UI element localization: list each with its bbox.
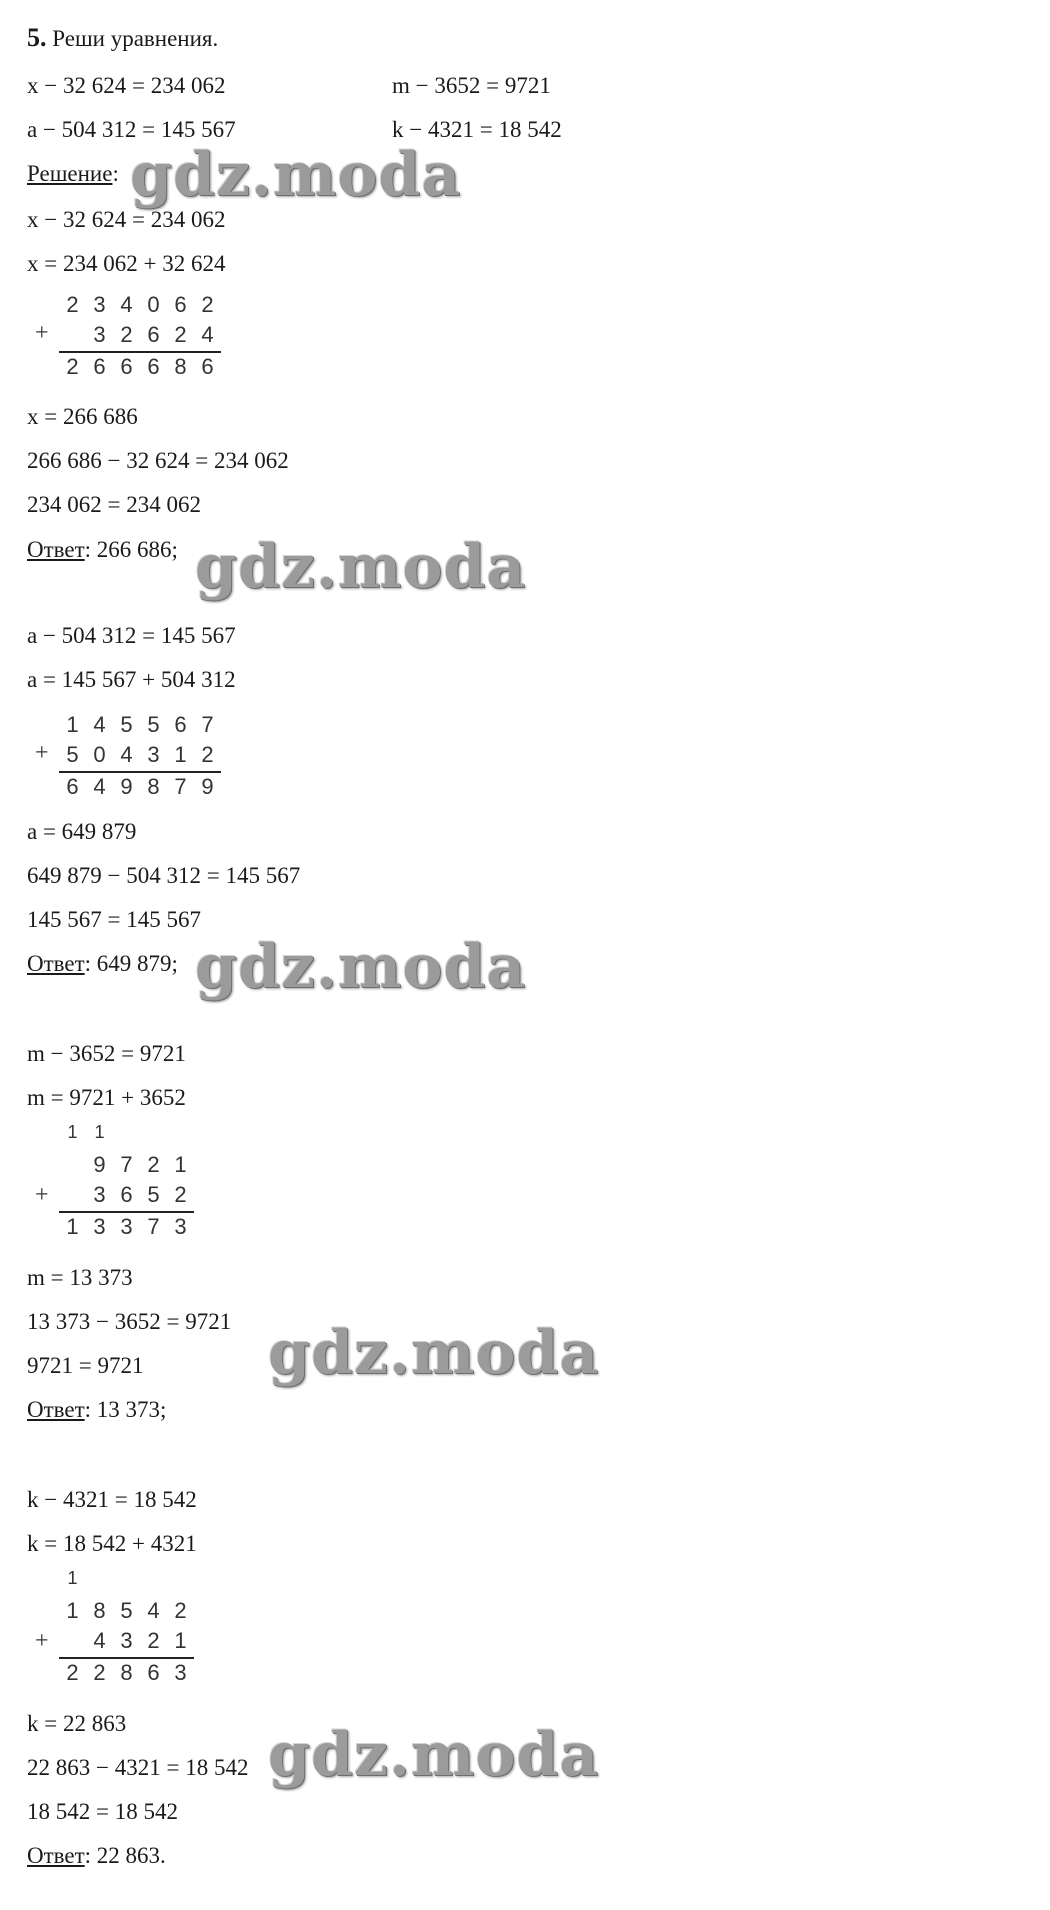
digit: 9 bbox=[201, 774, 214, 799]
check-line: 145 567 = 145 567 bbox=[27, 907, 201, 932]
digit: 1 bbox=[66, 712, 79, 737]
digit: 5 bbox=[147, 712, 160, 737]
digit: 8 bbox=[120, 1660, 133, 1685]
digit: 1 bbox=[66, 1598, 79, 1623]
equation-line: x − 32 624 = 234 062 bbox=[27, 207, 226, 232]
solution-heading: Решение: bbox=[27, 161, 119, 186]
digit: 3 bbox=[147, 742, 160, 767]
check-line: 649 879 − 504 312 = 145 567 bbox=[27, 863, 301, 888]
plus-sign: + bbox=[35, 320, 49, 346]
equation-line: x = 266 686 bbox=[27, 404, 138, 429]
watermark: gdz.moda bbox=[130, 140, 462, 210]
answer-value: : 13 373; bbox=[84, 1397, 167, 1422]
task-header bbox=[27, 24, 218, 53]
digit bbox=[59, 322, 86, 348]
answer-label: Ответ bbox=[27, 1397, 85, 1422]
sum-result bbox=[59, 354, 221, 380]
digit: 1 bbox=[174, 1152, 187, 1177]
carry-digits bbox=[59, 1568, 86, 1589]
equation-line: a = 649 879 bbox=[27, 819, 137, 844]
check-line: 266 686 − 32 624 = 234 062 bbox=[27, 448, 289, 473]
digit: 7 bbox=[174, 774, 187, 799]
addend-bottom bbox=[59, 742, 221, 768]
addend-bottom bbox=[59, 1182, 194, 1208]
task-number: 5. bbox=[27, 23, 47, 52]
digit: 2 bbox=[120, 322, 133, 347]
digit: 1 bbox=[67, 1568, 78, 1588]
answer-line bbox=[27, 1842, 166, 1870]
digit: 5 bbox=[120, 1598, 133, 1623]
plus-sign: + bbox=[35, 740, 49, 766]
digit: 3 bbox=[93, 1182, 106, 1207]
digit: 5 bbox=[147, 1182, 160, 1207]
digit: 2 bbox=[66, 1660, 79, 1685]
check-line: 13 373 − 3652 = 9721 bbox=[27, 1309, 232, 1334]
digit: 2 bbox=[66, 354, 79, 379]
digit: 1 bbox=[66, 1214, 79, 1239]
equation-line: m − 3652 = 9721 bbox=[27, 1041, 186, 1066]
watermark: gdz.moda bbox=[268, 1318, 600, 1388]
check-line: 18 542 = 18 542 bbox=[27, 1799, 178, 1824]
watermark: gdz.moda bbox=[195, 932, 527, 1002]
answer-line bbox=[27, 536, 178, 564]
check-line: 22 863 − 4321 = 18 542 bbox=[27, 1755, 249, 1780]
answer-label: Ответ bbox=[27, 537, 85, 562]
answer-line bbox=[27, 1396, 166, 1424]
digit: 4 bbox=[201, 322, 214, 347]
equation-line: a = 145 567 + 504 312 bbox=[27, 667, 236, 692]
digit: 6 bbox=[120, 354, 133, 379]
plus-sign: + bbox=[35, 1182, 49, 1208]
sum-line bbox=[59, 1211, 194, 1213]
addend-bottom bbox=[59, 1628, 194, 1654]
task-equation: x − 32 624 = 234 062 bbox=[27, 73, 226, 98]
task-equation: k − 4321 = 18 542 bbox=[392, 117, 562, 142]
sum-line bbox=[59, 771, 221, 773]
digit: 8 bbox=[174, 354, 187, 379]
digit: 3 bbox=[93, 1214, 106, 1239]
digit bbox=[59, 1628, 86, 1654]
digit: 2 bbox=[201, 742, 214, 767]
digit: 6 bbox=[201, 354, 214, 379]
answer-value: : 22 863. bbox=[84, 1843, 166, 1868]
digit: 4 bbox=[147, 1598, 160, 1623]
addend-top bbox=[59, 1152, 194, 1178]
digit: 3 bbox=[93, 322, 106, 347]
addend-bottom bbox=[59, 322, 221, 348]
equation-line: a − 504 312 = 145 567 bbox=[27, 623, 236, 648]
sum-line bbox=[59, 351, 221, 353]
digit: 4 bbox=[93, 712, 106, 737]
digit: 1 bbox=[174, 742, 187, 767]
digit: 8 bbox=[147, 774, 160, 799]
digit: 0 bbox=[147, 292, 160, 317]
digit: 3 bbox=[120, 1628, 133, 1653]
check-line: 234 062 = 234 062 bbox=[27, 492, 201, 517]
digit: 0 bbox=[93, 742, 106, 767]
digit: 6 bbox=[120, 1182, 133, 1207]
carry-digits bbox=[59, 1122, 113, 1143]
digit: 2 bbox=[147, 1152, 160, 1177]
digit: 3 bbox=[174, 1660, 187, 1685]
addend-top bbox=[59, 1598, 194, 1624]
task-equation: a − 504 312 = 145 567 bbox=[27, 117, 236, 142]
sum-result bbox=[59, 1214, 194, 1240]
sum-result bbox=[59, 774, 221, 800]
watermark: gdz.moda bbox=[268, 1720, 600, 1790]
digit: 2 bbox=[201, 292, 214, 317]
plus-sign: + bbox=[35, 1628, 49, 1654]
task-equation: m − 3652 = 9721 bbox=[392, 73, 551, 98]
digit: 5 bbox=[66, 742, 79, 767]
addend-top bbox=[59, 712, 221, 738]
digit: 4 bbox=[120, 742, 133, 767]
digit: 9 bbox=[120, 774, 133, 799]
digit: 2 bbox=[174, 1182, 187, 1207]
equation-line: m = 9721 + 3652 bbox=[27, 1085, 186, 1110]
digit: 7 bbox=[120, 1152, 133, 1177]
sum-line bbox=[59, 1657, 194, 1659]
digit: 1 bbox=[174, 1628, 187, 1653]
digit: 8 bbox=[93, 1598, 106, 1623]
answer-label: Ответ bbox=[27, 1843, 85, 1868]
digit: 3 bbox=[174, 1214, 187, 1239]
digit: 2 bbox=[174, 1598, 187, 1623]
digit: 9 bbox=[93, 1152, 106, 1177]
digit: 6 bbox=[147, 322, 160, 347]
digit: 2 bbox=[66, 292, 79, 317]
watermark: gdz.moda bbox=[195, 532, 527, 602]
digit: 6 bbox=[174, 712, 187, 737]
digit: 4 bbox=[93, 1628, 106, 1653]
check-line: 9721 = 9721 bbox=[27, 1353, 144, 1378]
equation-line: m = 13 373 bbox=[27, 1265, 133, 1290]
equation-line: k − 4321 = 18 542 bbox=[27, 1487, 197, 1512]
digit: 5 bbox=[120, 712, 133, 737]
answer-value: : 266 686; bbox=[84, 537, 178, 562]
digit: 2 bbox=[147, 1628, 160, 1653]
digit: 1 bbox=[94, 1122, 105, 1142]
digit: 4 bbox=[93, 774, 106, 799]
digit bbox=[59, 1152, 86, 1178]
sum-result bbox=[59, 1660, 194, 1686]
digit: 3 bbox=[93, 292, 106, 317]
digit: 6 bbox=[147, 1660, 160, 1685]
answer-line bbox=[27, 950, 178, 978]
digit: 2 bbox=[174, 322, 187, 347]
digit: 6 bbox=[174, 292, 187, 317]
answer-value: : 649 879; bbox=[84, 951, 178, 976]
addend-top bbox=[59, 292, 221, 318]
digit: 7 bbox=[147, 1214, 160, 1239]
digit: 6 bbox=[147, 354, 160, 379]
digit: 1 bbox=[67, 1122, 78, 1142]
equation-line: x = 234 062 + 32 624 bbox=[27, 251, 226, 276]
equation-line: k = 22 863 bbox=[27, 1711, 127, 1736]
digit: 3 bbox=[120, 1214, 133, 1239]
digit: 7 bbox=[201, 712, 214, 737]
digit bbox=[59, 1182, 86, 1208]
equation-line: k = 18 542 + 4321 bbox=[27, 1531, 197, 1556]
task-title: Реши уравнения. bbox=[52, 26, 219, 51]
digit: 6 bbox=[93, 354, 106, 379]
solution-label: Решение bbox=[27, 161, 113, 186]
answer-label: Ответ bbox=[27, 951, 85, 976]
digit: 4 bbox=[120, 292, 133, 317]
digit: 2 bbox=[93, 1660, 106, 1685]
digit: 6 bbox=[66, 774, 79, 799]
